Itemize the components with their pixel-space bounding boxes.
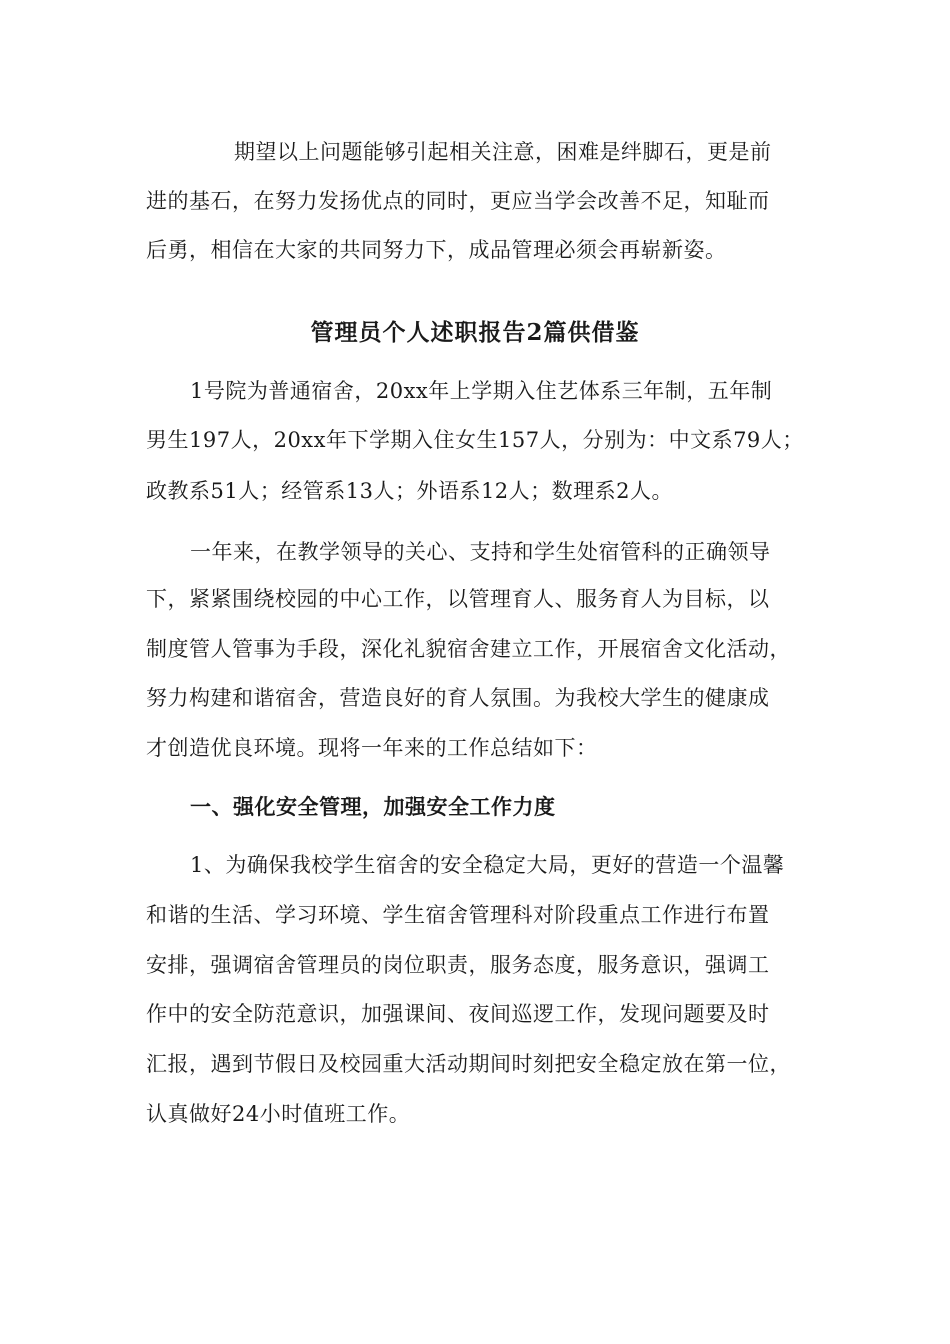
- intro-line-2: 进的基石，在努力发扬优点的同时，更应当学会改善不足，知耻而: [146, 189, 770, 213]
- para3-line-5: 汇报，遇到节假日及校园重大活动期间时刻把安全稳定放在第一位，: [146, 1052, 791, 1076]
- para1-line-3: 政教系51人；经管系13人；外语系12人；数理系2人。: [146, 479, 674, 503]
- para3-line-3: 安排，强调宿舍管理员的岗位职责，服务态度，服务意识，强调工: [146, 953, 770, 977]
- section-heading-1: 一、强化安全管理，加强安全工作力度: [190, 794, 556, 819]
- intro-line-3: 后勇，相信在大家的共同努力下，成品管理必须会再崭新姿。: [146, 238, 727, 262]
- intro-line-1: 期望以上问题能够引起相关注意，困难是绊脚石，更是前: [234, 140, 772, 164]
- para3-line-1: 1、为确保我校学生宿舍的安全稳定大局，更好的营造一个温馨: [190, 853, 785, 877]
- document-title: 管理员个人述职报告2篇供借鉴: [310, 319, 640, 346]
- para1-line-2: 男生197人，20xx年下学期入住女生157人，分别为：中文系79人；: [146, 428, 804, 452]
- para3-line-2: 和谐的生活、学习环境、学生宿舍管理科对阶段重点工作进行布置: [146, 903, 770, 927]
- para3-line-6: 认真做好24小时值班工作。: [146, 1102, 411, 1126]
- para1-line-1: 1号院为普通宿舍，20xx年上学期入住艺体系三年制，五年制: [190, 379, 773, 403]
- para2-line-3: 制度管人管事为手段，深化礼貌宿舍建立工作，开展宿舍文化活动，: [146, 637, 791, 661]
- para2-line-4: 努力构建和谐宿舍，营造良好的育人氛围。为我校大学生的健康成: [146, 686, 770, 710]
- para2-line-1: 一年来，在教学领导的关心、支持和学生处宿管科的正确领导: [190, 540, 771, 564]
- para2-line-5: 才创造优良环境。现将一年来的工作总结如下：: [146, 736, 598, 760]
- para2-line-2: 下，紧紧围绕校园的中心工作，以管理育人、服务育人为目标，以: [146, 587, 770, 611]
- para3-line-4: 作中的安全防范意识，加强课间、夜间巡逻工作，发现问题要及时: [146, 1002, 770, 1026]
